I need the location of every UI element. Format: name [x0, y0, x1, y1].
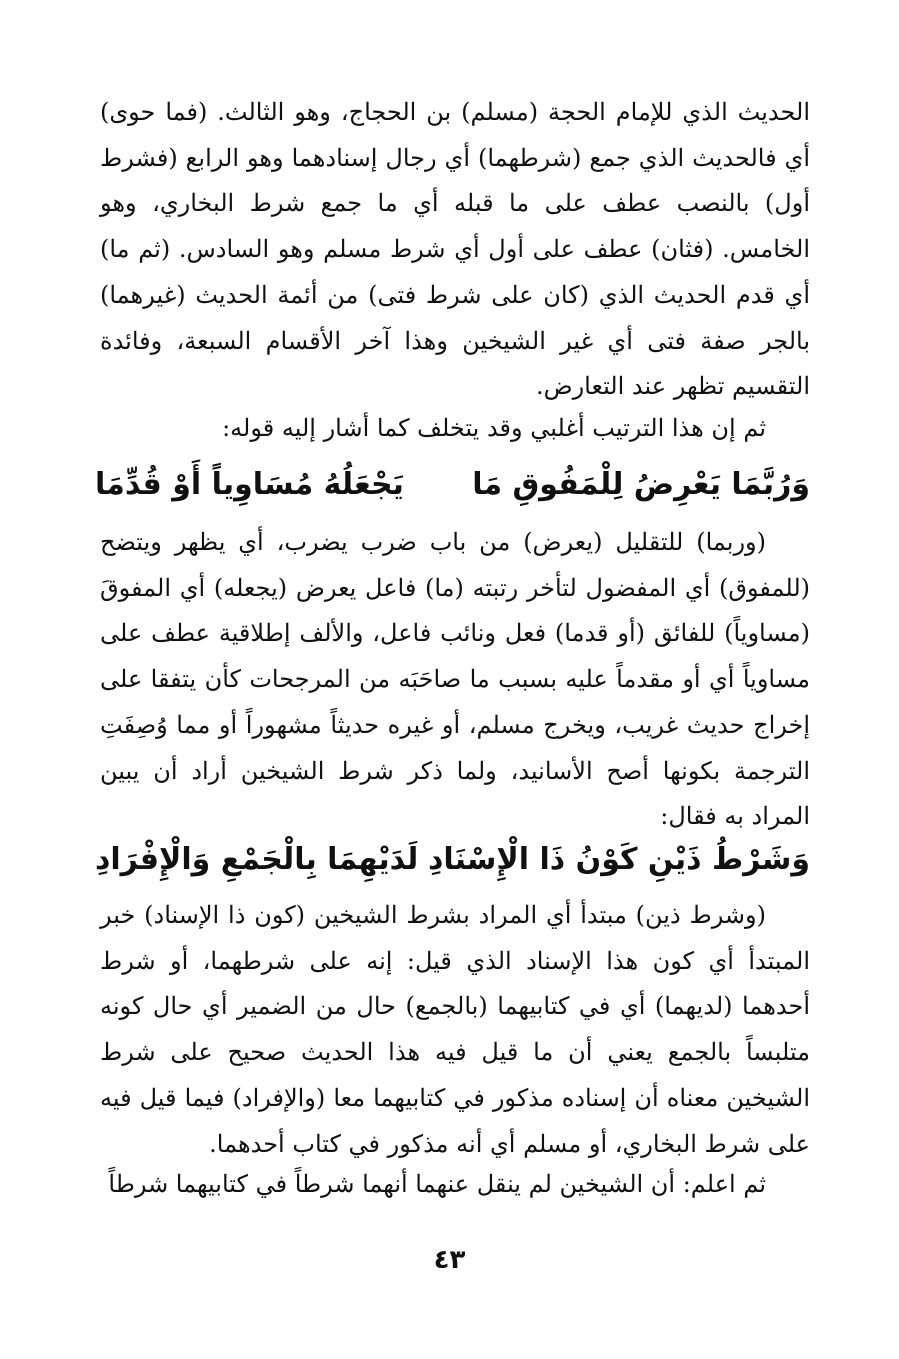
paragraph-intro-verse-1: ثم إن هذا الترتيب أغلبي وقد يتخلف كما أشار إليه قوله: — [222, 414, 766, 442]
verse-line-1 — [95, 455, 810, 515]
paragraph-continuation: ثم اعلم: أن الشيخين لم ينقل عنهما أنهما شرطاً في كتابيهما شرطاً — [108, 1170, 766, 1198]
paragraph-commentary-3: (وشرط ذين) مبتدأ أي المراد بشرط الشيخين (كون ذا الإسناد) خبر المبتدأ أي كون هذا الإسناد الذي قيل: إنه على شرطهما، أو شرط أحدهما (لديهما) أي في كتابيهما (بالجمع) حال من الضمير أي حال كونه متلبساً بالجمع يعني أن ما قيل فيه هذا الحديث صحيح على شرط الشيخين معناه أن إسناده مذكور في كتابيهما معا (والإفراد) فيما قيل فيه على شرط البخاري، أو مسلم أي أنه مذكور في كتاب أحدهما. — [100, 901, 810, 1158]
verse-2-first-hemistich: وَشَرْطُ ذَيْنِ كَوْنُ ذَا الْإِسْنَادِ — [428, 842, 810, 877]
verse-1-first-hemistich: وَرُبَّمَا يَعْرِضُ لِلْمَفُوقِ مَا — [472, 467, 810, 502]
verse-2-second-hemistich: لَدَيْهِمَا بِالْجَمْعِ وَالْإِفْرَادِ — [95, 842, 419, 877]
verse-line-2 — [95, 830, 810, 890]
page-number: ٤٣ — [433, 1245, 466, 1275]
paragraph-commentary-2: (وربما) للتقليل (يعرض) من باب ضرب يضرب، أي يظهر ويتضح (للمفوق) أي المفضول لتأخر رتبته (ما) فاعل يعرض (يجعله) أي المفوقَ (مساوياً) للفائق (أو قدما) فعل ونائب فاعل، والألف إطلاقية عطف على مساوياً أي أو مقدماً عليه بسبب ما صاحَبَه من المرجحات كأن يتفقا على إخراج حديث غريب، ويخرج مسلم، أو غيره حديثاً مشهوراً أو مما وُصِفَتِ الترجمة بكونها أصح الأسانيد، ولما ذكر شرط الشيخين أراد أن يبين المراد به فقال: — [100, 528, 810, 831]
verse-1-second-hemistich: يَجْعَلُهُ مُسَاوِياً أَوْ قُدِّمَا — [95, 467, 404, 502]
paragraph-commentary-1: الحديث الذي للإمام الحجة (مسلم) بن الحجاج، وهو الثالث. (فما حوى) أي فالحديث الذي جمع (شرطهما) أي رجال إسنادهما وهو الرابع (فشرط أول) بالنصب عطف على ما قبله أي ما جمع شرط البخاري، وهو الخامس. (فثان) عطف على أول أي شرط مسلم وهو السادس. (ثم ما) أي قدم الحديث الذي (كان على شرط فتى) من أئمة الحديث (غيرهما) بالجر صفة فتى أي غير الشيخين وهذا آخر الأقسام السبعة، وفائدة التقسيم تظهر عند التعارض. — [100, 98, 810, 401]
